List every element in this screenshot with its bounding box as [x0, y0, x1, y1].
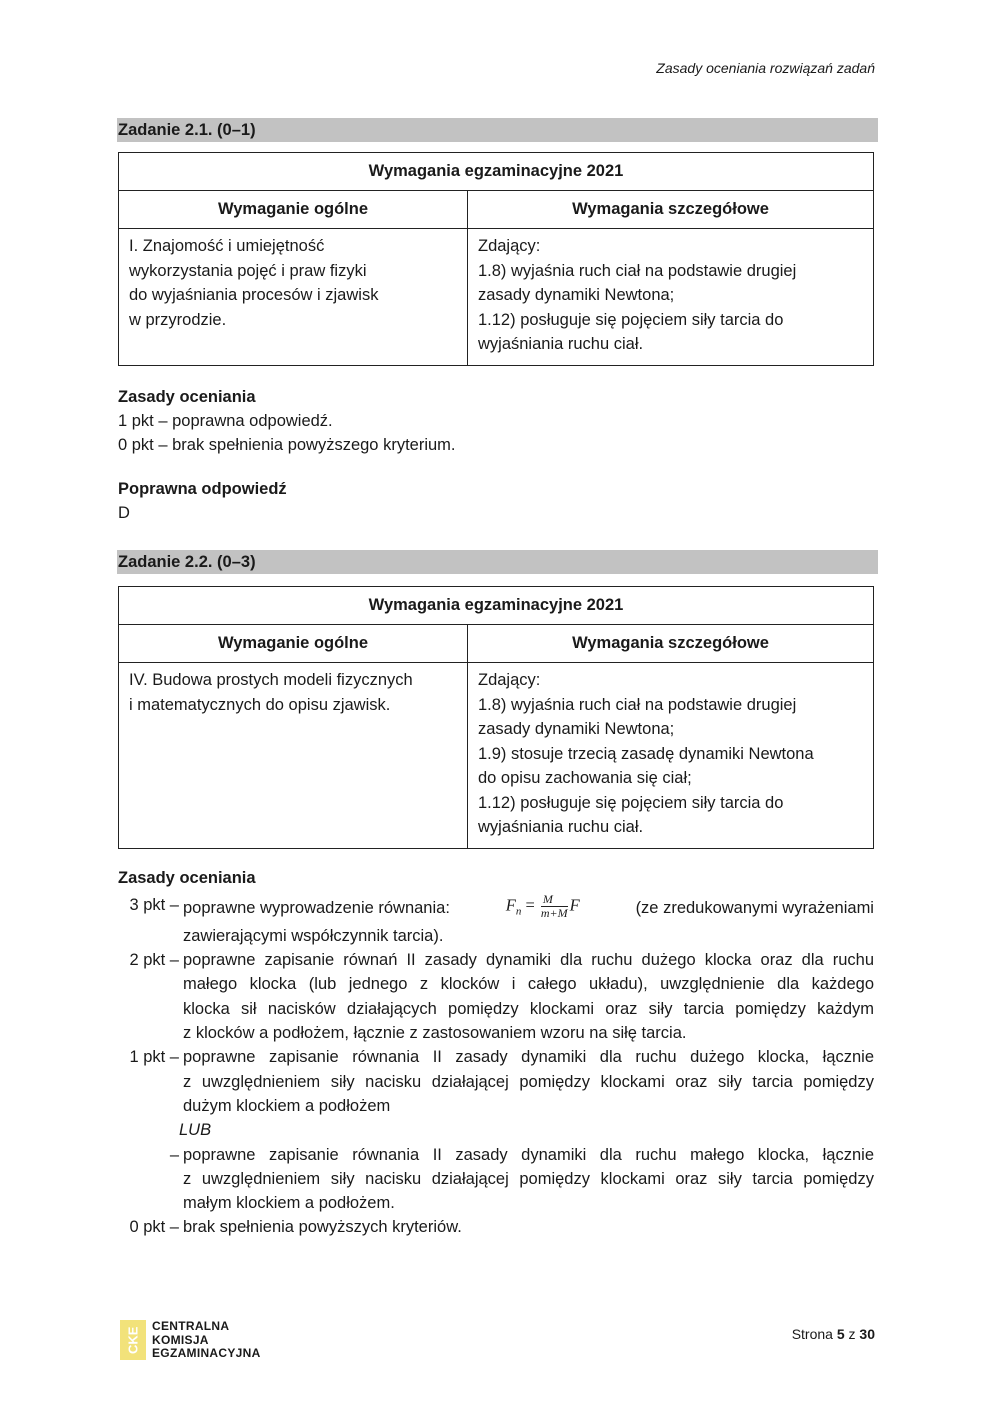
formula-line: [183, 893, 874, 924]
text-line: małego klocka (lub jednego z klocków i całego układu), uwzględnienie dla każdego: [183, 975, 874, 994]
general-requirement-cell: [119, 663, 468, 849]
task-2-2-scoring: [118, 866, 874, 1240]
text-line: zawierającymi współczynnik tarcia).: [183, 926, 444, 945]
page-prefix: Strona: [791, 1326, 837, 1342]
text-line: poprawne zapisanie równania II zasady dynamiki dla ruchu dużego klocka, łącznie: [183, 1048, 874, 1067]
answer-heading: Poprawna odpowiedź: [118, 480, 287, 498]
scoring-heading: Zasady oceniania: [118, 388, 256, 406]
text-line: do wyjaśniania procesów i zjawisk: [129, 286, 379, 304]
criterion-text: [179, 1143, 874, 1216]
text-line: Zdający:: [478, 237, 541, 255]
cke-logo-icon: CKE: [120, 1320, 146, 1360]
text-line: 1.8) wyjaśnia ruch ciał na podstawie drugiej: [478, 261, 797, 280]
text-line: wyjaśniania ruchu ciał.: [478, 335, 644, 353]
text-line: klocka sił nacisków działających pomiędzy klockami oraz siły tarcia pomiędzy każdym: [183, 999, 874, 1018]
page-number: [792, 1326, 875, 1342]
criterion-text: [179, 893, 874, 948]
criterion-1-pkt-alternative: [118, 1143, 874, 1216]
text-line: i matematycznych do opisu zjawisk.: [129, 695, 391, 714]
text-line: z uwzględnieniem siły nacisku działającej pomiędzy klockami oraz siły tarcia pomiędzy: [183, 1169, 874, 1188]
task-2-1-answer: [118, 477, 874, 525]
criterion-2-pkt: [118, 948, 874, 1045]
task-2-2-title: Zadanie 2.2. (0–3): [117, 550, 878, 574]
text-line: 1.8) wyjaśnia ruch ciał na podstawie drugiej: [478, 695, 797, 714]
text-line: brak spełnienia powyższych kryteriów.: [183, 1218, 462, 1237]
text-line: małym klockiem a podłożem.: [183, 1194, 395, 1213]
text-line: do opisu zachowania się ciał;: [478, 769, 692, 787]
text-line: Zdający:: [478, 671, 541, 689]
text-line: I. Znajomość i umiejętność: [129, 237, 325, 255]
formula-sub: n: [515, 905, 522, 918]
text-line: 1.12) posługuje się pojęciem siły tarcia do: [478, 310, 784, 329]
logo-line: KOMISJA: [152, 1332, 209, 1347]
fraction-numerator: M: [541, 893, 568, 907]
logo-line: EGZAMINACYJNA: [152, 1346, 261, 1360]
formula-fraction: [541, 893, 568, 920]
text-line: w przyrodzie.: [129, 310, 227, 329]
criterion-label: –: [169, 1145, 179, 1164]
criterion-text: [179, 1045, 874, 1118]
criterion-label: 3 pkt –: [129, 896, 179, 914]
criterion-label: 2 pkt –: [129, 951, 179, 970]
text-line: poprawne zapisanie równania II zasady dynamiki dla ruchu małego klocka, łącznie: [183, 1145, 874, 1164]
answer-value: D: [118, 504, 130, 522]
text-line: IV. Budowa prostych modeli fizycznych: [129, 671, 413, 689]
formula: [506, 893, 580, 924]
criterion-text: [179, 948, 874, 1045]
formula-lhs: F: [505, 895, 516, 915]
text-line: wykorzystania pojęć i praw fizyki: [129, 261, 367, 280]
formula-rhs: F: [569, 895, 580, 915]
text-line: zasady dynamiki Newtona;: [478, 720, 675, 738]
criterion-label: 1 pkt –: [129, 1048, 179, 1067]
table-caption: Wymagania egzaminacyjne 2021: [119, 153, 874, 191]
criterion-3-pkt: [118, 893, 874, 948]
scoring-heading: Zasady oceniania: [118, 869, 256, 887]
logo-line: CENTRALNA: [152, 1319, 230, 1333]
col-header-detailed: Wymagania szczegółowe: [468, 625, 874, 663]
detailed-requirements-cell: [468, 663, 874, 849]
formula-eq: =: [521, 895, 539, 915]
text-line: zasady dynamiki Newtona;: [478, 286, 675, 304]
fraction-denominator: m+M: [540, 906, 568, 920]
col-header-general: Wymaganie ogólne: [119, 191, 468, 229]
criterion-0-pkt: [118, 1215, 874, 1239]
page-header-title: Zasady oceniania rozwiązań zadań: [656, 60, 875, 76]
task-2-2-requirements-table: [118, 586, 874, 849]
cke-logo: [120, 1320, 261, 1361]
text-line: poprawne zapisanie równań II zasady dynamiki dla ruchu dużego klocka oraz dla ruchu: [183, 951, 874, 970]
general-requirement-cell: [119, 229, 468, 366]
lub-separator: LUB: [179, 1121, 212, 1140]
scoring-line: 1 pkt – poprawna odpowiedź.: [118, 412, 333, 430]
criterion-1-pkt: [118, 1045, 874, 1118]
formula-post: (ze zredukowanymi wyrażeniami: [635, 899, 874, 918]
criterion-text: [179, 1215, 874, 1239]
detailed-requirements-cell: [468, 229, 874, 366]
text-line: dużym klockiem a podłożem: [183, 1096, 391, 1115]
task-2-1-scoring: [118, 385, 874, 457]
text-line: z klocków a podłożem, łącznie z zastosowaniem wzoru na siłę tarcia.: [183, 1024, 687, 1043]
table-caption: Wymagania egzaminacyjne 2021: [119, 587, 874, 625]
page-total: 30: [859, 1326, 875, 1342]
col-header-general: Wymaganie ogólne: [119, 625, 468, 663]
cke-logo-text: [152, 1320, 261, 1361]
text-line: 1.12) posługuje się pojęciem siły tarcia do: [478, 793, 784, 812]
text-line: wyjaśniania ruchu ciał.: [478, 818, 644, 836]
text-line: z uwzględnieniem siły nacisku działającej pomiędzy klockami oraz siły tarcia pomiędzy: [183, 1072, 874, 1091]
text-line: 1.9) stosuje trzecią zasadę dynamiki Newtona: [478, 744, 814, 763]
page-current: 5: [836, 1326, 845, 1342]
task-2-1-requirements-table: [118, 152, 874, 366]
col-header-detailed: Wymagania szczegółowe: [468, 191, 874, 229]
formula-pre: poprawne wyprowadzenie równania:: [183, 899, 450, 918]
task-2-1-title: Zadanie 2.1. (0–1): [117, 118, 878, 142]
page-separator: z: [844, 1326, 860, 1342]
scoring-line: 0 pkt – brak spełnienia powyższego kryterium.: [118, 436, 456, 454]
criterion-label: 0 pkt –: [129, 1218, 179, 1237]
